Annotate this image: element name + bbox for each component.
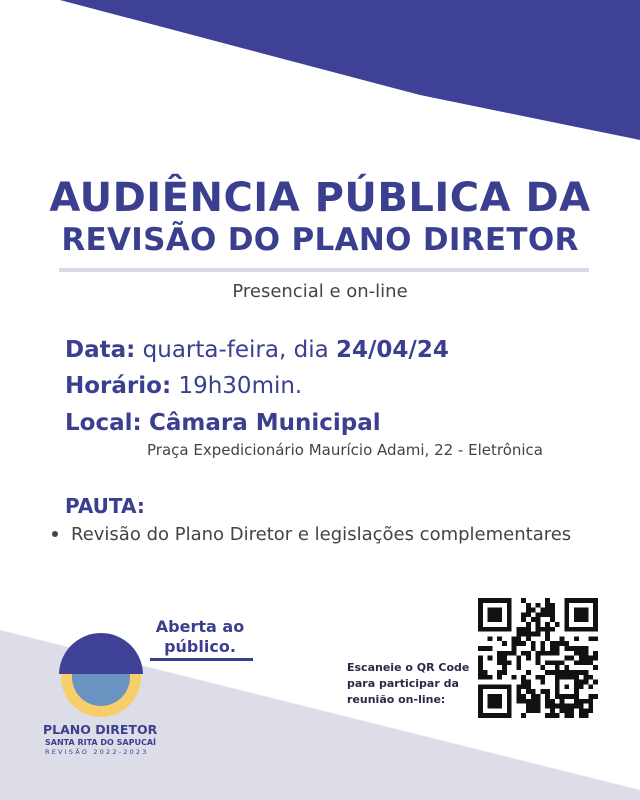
bullet-icon (52, 531, 58, 537)
qr-code-icon[interactable] (478, 598, 598, 718)
date-value: 24/04/24 (336, 337, 449, 363)
agenda-item-text: Revisão do Plano Diretor e legislações complementares (71, 524, 572, 545)
logo-title: PLANO DIRETOR (43, 722, 158, 737)
date-row (65, 337, 449, 363)
date-prefix: quarta-feira, dia (142, 337, 329, 363)
time-row (65, 373, 302, 399)
address: Praça Expedicionário Maurício Adami, 22 - Eletrônica (147, 441, 543, 459)
agenda-heading: PAUTA: (65, 494, 145, 518)
time-label: Horário: (65, 373, 172, 399)
title-divider (59, 268, 589, 272)
place-label: Local: (65, 410, 142, 436)
date-label: Data: (65, 337, 136, 363)
logo-subtitle: SANTA RITA DO SAPUCAÍ (45, 738, 156, 747)
badge-underline (150, 658, 253, 661)
agenda-item (52, 524, 571, 545)
place-value: Câmara Municipal (149, 410, 381, 436)
title-line-2: REVISÃO DO PLANO DIRETOR (61, 222, 579, 258)
title-line-1: AUDIÊNCIA PÚBLICA DA (49, 175, 591, 221)
place-row (65, 410, 381, 436)
time-value: 19h30min. (178, 373, 303, 399)
qr-instruction: Escaneie o QR Code para participar da reunião on-line: (347, 661, 470, 706)
logo-revision: REVISÃO 2022-2023 (45, 748, 149, 756)
open-to-public-badge: Aberta ao público. (155, 617, 245, 656)
top-banner-shape (0, 0, 640, 140)
plano-diretor-logo-icon (56, 630, 146, 720)
subtitle: Presencial e on-line (232, 281, 408, 302)
